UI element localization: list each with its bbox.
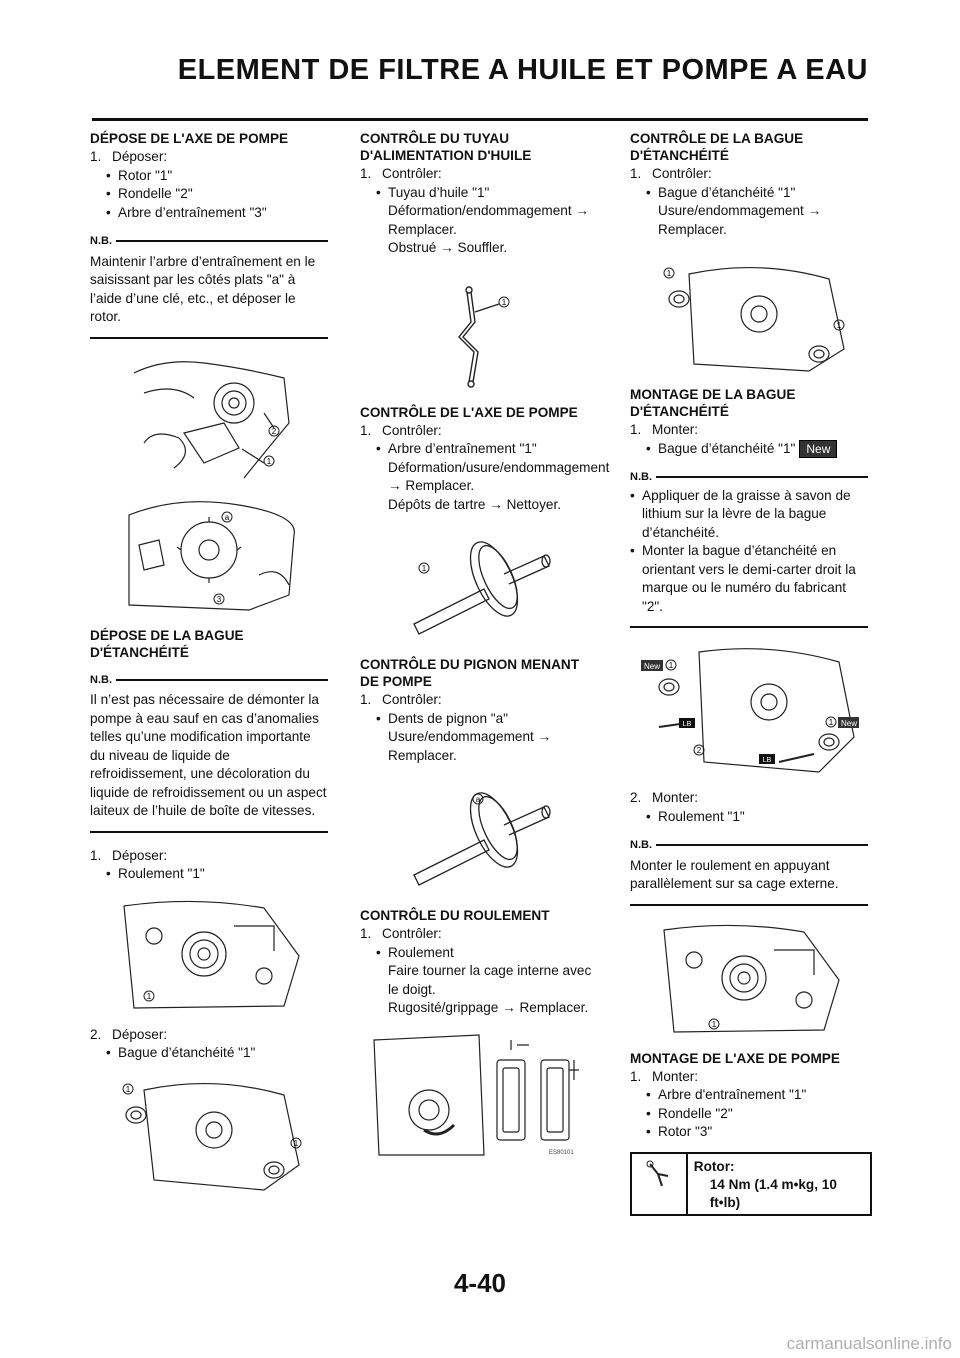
inspection-result: Obstrué → Souffler. bbox=[388, 240, 508, 255]
header-rule bbox=[92, 118, 868, 121]
step-text: Contrôler: bbox=[382, 422, 442, 438]
note-box bbox=[90, 671, 328, 833]
note-label: N.B. bbox=[630, 839, 652, 851]
step-text: Contrôler: bbox=[382, 166, 442, 181]
bearing-check-illustration bbox=[369, 1030, 589, 1160]
section-title-oil-pipe-check: CONTRÔLE DU TUYAU D'ALIMENTATION D'HUILE bbox=[360, 131, 532, 163]
callout-1: 1 bbox=[666, 269, 672, 278]
step-number: 1. bbox=[360, 422, 372, 438]
inspection-result: Déformation/endommagement → Remplacer. bbox=[388, 203, 589, 237]
callout-a: a bbox=[224, 512, 230, 522]
section-title-oil-seal-removal: DÉPOSE DE LA BAGUE D'ÉTANCHÉITÉ bbox=[90, 627, 244, 660]
column-right bbox=[630, 130, 868, 1216]
step-number: 1. bbox=[630, 1068, 642, 1084]
step-number: 2. bbox=[630, 790, 642, 805]
step bbox=[360, 925, 598, 944]
callout-1: 1 bbox=[125, 1084, 131, 1094]
inspection-result: Faire tourner la cage interne avec le doigt. bbox=[388, 963, 592, 997]
bearing-removal-illustration bbox=[114, 896, 304, 1014]
bullet-item bbox=[646, 440, 868, 459]
drive-gear-illustration bbox=[394, 785, 564, 895]
oil-seal-install-illustration bbox=[639, 642, 859, 777]
step-number: 1. bbox=[630, 166, 642, 181]
step bbox=[360, 165, 598, 184]
step bbox=[90, 847, 328, 866]
new-badge-figure: New bbox=[840, 719, 858, 728]
note-text: Maintenir l’arbre d’entraînement en le saisissant par les côtés plats "a" à l’aide d’une clé, etc., et déposer le rotor. bbox=[90, 253, 316, 324]
note-label: N.B. bbox=[90, 235, 112, 247]
step-number: 1. bbox=[630, 422, 642, 437]
figure-code: ES80101 bbox=[549, 1149, 574, 1156]
step-text: Déposer: bbox=[112, 149, 168, 164]
callout-1: 1 bbox=[146, 991, 152, 1001]
new-part-badge: New bbox=[799, 440, 837, 458]
bullet-item: • Arbre d'entraînement "1" bbox=[646, 1086, 868, 1105]
step-text: Monter: bbox=[652, 1068, 699, 1084]
step bbox=[90, 148, 328, 167]
step-number: 1. bbox=[360, 166, 372, 181]
section-title-pump-shaft-removal: DÉPOSE DE L'AXE DE POMPE bbox=[90, 131, 289, 146]
step-number: 1. bbox=[90, 149, 102, 164]
note-bullet: • Monter la bague d’étanchéité en orientant vers le demi-carter droit la marque ou le numéro du fabricant "2". bbox=[630, 542, 868, 616]
torque-label: Rotor: bbox=[693, 1158, 735, 1174]
note-text: Monter le roulement en appuyant parallèlement sur sa cage externe. bbox=[630, 857, 839, 891]
drive-shaft-illustration bbox=[394, 534, 564, 644]
step-text: Monter: bbox=[652, 422, 699, 437]
section-title-oil-seal-install: MONTAGE DE LA BAGUE D'ÉTANCHÉITÉ bbox=[630, 387, 796, 419]
rotor-removal-illustration bbox=[124, 353, 294, 483]
note-text: Il n’est pas nécessaire de démonter la pompe à eau sauf en cas d’anomalies telles qu’une modification importante du niveau de liquide de refroidissement, une décoloration du liquide de refroidissement ou un aspect laiteux de l’huile de boîte de vitesses. bbox=[90, 692, 327, 818]
torque-spec-box bbox=[630, 1152, 872, 1216]
lithium-grease-symbol: LB bbox=[762, 757, 772, 764]
torque-value: 14 Nm (1.4 m•kg, 10 ft•lb) bbox=[709, 1176, 837, 1210]
step-text: Déposer: bbox=[112, 1026, 168, 1042]
watermark: carmanualsonline.info bbox=[786, 1334, 952, 1353]
torque-wrench-icon bbox=[632, 1154, 688, 1214]
step bbox=[630, 165, 868, 184]
bullet-item: • Arbre d’entraînement "1" bbox=[376, 440, 598, 459]
callout-1: 1 bbox=[668, 661, 674, 670]
bullet-item: • Bague d’étanchéité "1" bbox=[646, 184, 868, 203]
note-box bbox=[630, 468, 868, 628]
callout-2: 2 bbox=[696, 746, 702, 755]
bullet-item: • Roulement "1" bbox=[646, 808, 868, 827]
step bbox=[360, 691, 598, 710]
step-number: 1. bbox=[360, 926, 372, 941]
column-left bbox=[90, 130, 328, 1205]
bullet-item: • Arbre d’entraînement "3" bbox=[106, 204, 328, 223]
lithium-grease-symbol: LB bbox=[682, 721, 692, 728]
bearing-install-illustration bbox=[654, 920, 844, 1038]
inspection-result: Usure/endommagement → Remplacer. bbox=[658, 203, 822, 237]
oil-pipe-illustration bbox=[429, 282, 529, 392]
step bbox=[90, 1026, 328, 1045]
callout-2: 2 bbox=[271, 426, 277, 436]
oil-seal-check-illustration bbox=[649, 259, 849, 374]
section-title-bearing-check: CONTRÔLE DU ROULEMENT bbox=[360, 908, 550, 923]
step-text: Monter: bbox=[652, 790, 699, 805]
note-label: N.B. bbox=[630, 471, 652, 483]
note-box bbox=[90, 232, 328, 339]
step bbox=[360, 422, 598, 441]
step-number: 2. bbox=[90, 1026, 102, 1042]
step-text: Contrôler: bbox=[652, 166, 712, 181]
new-badge-figure: New bbox=[643, 662, 661, 671]
section-title-pump-shaft-install: MONTAGE DE L'AXE DE POMPE bbox=[630, 1050, 840, 1066]
page-number: 4-40 bbox=[453, 1268, 507, 1298]
bullet-item: • Rondelle "2" bbox=[106, 185, 328, 204]
callout-1: 1 bbox=[266, 456, 272, 466]
bullet-item: • Rotor "3" bbox=[646, 1123, 868, 1142]
step-text: Contrôler: bbox=[382, 926, 442, 941]
step-text: Contrôler: bbox=[382, 692, 442, 707]
bullet-item: • Tuyau d’huile "1" bbox=[376, 184, 598, 203]
callout-3: 3 bbox=[216, 594, 222, 604]
note-bullet: • Appliquer de la graisse à savon de lithium sur la lèvre de la bague d’étanchéité. bbox=[630, 487, 868, 543]
bullet-item: • Dents de pignon "a" bbox=[376, 710, 598, 729]
bullet-item: • Bague d’étanchéité "1" bbox=[106, 1044, 328, 1063]
oil-seal-removal-illustration bbox=[114, 1075, 304, 1193]
step bbox=[630, 1068, 868, 1087]
section-title-drive-gear-check: CONTRÔLE DU PIGNON MENANT DE POMPE bbox=[360, 657, 580, 689]
step bbox=[630, 789, 868, 808]
note-label: N.B. bbox=[90, 673, 112, 686]
bullet-item: • Rotor "1" bbox=[106, 167, 328, 186]
callout-1: 1 bbox=[836, 321, 842, 330]
inspection-result: Usure/endommagement → Remplacer. bbox=[388, 729, 552, 763]
step bbox=[630, 421, 868, 440]
step-text: Déposer: bbox=[112, 847, 168, 863]
bullet-item: • Roulement "1" bbox=[106, 865, 328, 884]
callout-1: 1 bbox=[501, 297, 507, 307]
bullet-item: • Rondelle "2" bbox=[646, 1105, 868, 1124]
inspection-result: Dépôts de tartre → Nettoyer. bbox=[388, 496, 562, 512]
callout-a: a bbox=[475, 795, 481, 804]
inspection-result: Déformation/usure/endommagement → Remplacer. bbox=[388, 459, 610, 493]
column-middle bbox=[360, 130, 610, 1172]
callout-1: 1 bbox=[421, 564, 427, 573]
section-title-pump-shaft-check: CONTRÔLE DE L'AXE DE POMPE bbox=[360, 404, 578, 420]
section-title-oil-seal-check: CONTRÔLE DE LA BAGUE D'ÉTANCHÉITÉ bbox=[630, 131, 804, 163]
inspection-result: Rugosité/grippage → Remplacer. bbox=[388, 1000, 589, 1015]
callout-1: 1 bbox=[828, 718, 834, 727]
page-title: ELEMENT DE FILTRE A HUILE ET POMPE A EAU bbox=[177, 54, 868, 86]
note-box bbox=[630, 836, 868, 906]
callout-1: 1 bbox=[293, 1138, 299, 1148]
bullet-item: • Roulement bbox=[376, 944, 598, 963]
step-number: 1. bbox=[360, 692, 372, 707]
step-number: 1. bbox=[90, 847, 102, 863]
bullet-text: Bague d’étanchéité "1" bbox=[658, 440, 796, 456]
callout-1: 1 bbox=[711, 1019, 717, 1029]
shaft-flats-illustration bbox=[119, 495, 299, 615]
